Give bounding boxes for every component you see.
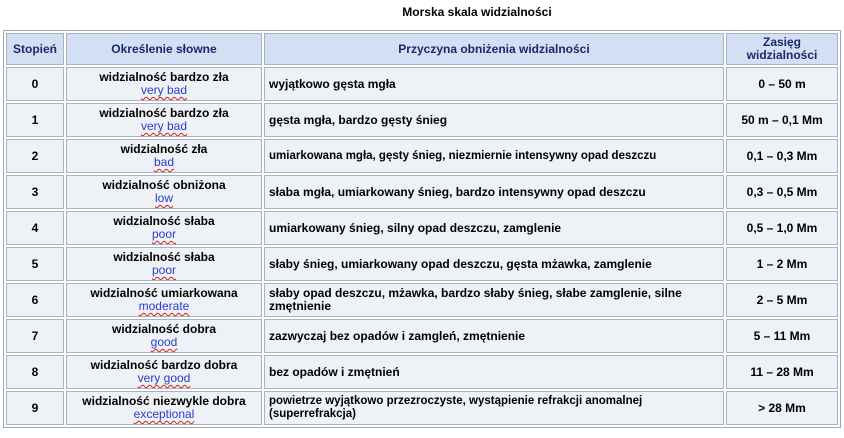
cell-przyczyna: słaba mgła, umiarkowany śnieg, bardzo intensywny opad deszczu [264, 175, 724, 209]
desc-pl: widzialność bardzo zła [99, 106, 229, 120]
table-row [6, 319, 838, 353]
cell-przyczyna: powietrze wyjątkowo przezroczyste, wystąpienie refrakcji anomalnej (superrefrakcja) [264, 391, 724, 425]
table-header-row [6, 33, 838, 65]
page-title: Morska skala widzialności [402, 5, 552, 19]
cell-okreslenie [66, 103, 262, 137]
cell-zasieg: 0,1 – 0,3 Mm [726, 139, 838, 173]
cell-okreslenie [66, 355, 262, 389]
cell-przyczyna: bez opadów i zmętnień [264, 355, 724, 389]
cell-okreslenie [66, 319, 262, 353]
header-stopien: Stopień [6, 33, 64, 65]
cell-zasieg: 1 – 2 Mm [726, 247, 838, 281]
cell-zasieg: 5 – 11 Mm [726, 319, 838, 353]
desc-en: moderate [138, 299, 190, 313]
cell-przyczyna: słaby śnieg, umiarkowany opad deszczu, gęsta mżawka, zamglenie [264, 247, 724, 281]
cell-zasieg: > 28 Mm [726, 391, 838, 425]
cell-stopien: 6 [6, 283, 64, 317]
desc-en: poor [151, 263, 177, 277]
cell-okreslenie [66, 211, 262, 245]
cell-okreslenie [66, 175, 262, 209]
table-row [6, 103, 838, 137]
header-przyczyna: Przyczyna obniżenia widzialności [264, 33, 724, 65]
table-row [6, 175, 838, 209]
desc-pl: widzialność umiarkowana [90, 286, 238, 300]
table-row [6, 211, 838, 245]
cell-stopien: 8 [6, 355, 64, 389]
cell-stopien: 5 [6, 247, 64, 281]
cell-przyczyna: zazwyczaj bez opadów i zamgleń, zmętnienie [264, 319, 724, 353]
cell-przyczyna: umiarkowany śnieg, silny opad deszczu, zamglenie [264, 211, 724, 245]
cell-okreslenie [66, 67, 262, 101]
desc-en: low [154, 191, 173, 205]
cell-okreslenie [66, 283, 262, 317]
cell-stopien: 7 [6, 319, 64, 353]
cell-przyczyna: wyjątkowo gęsta mgła [264, 67, 724, 101]
table-row [6, 67, 838, 101]
cell-stopien: 0 [6, 67, 64, 101]
cell-zasieg: 11 – 28 Mm [726, 355, 838, 389]
header-okreslenie: Określenie słowne [66, 33, 262, 65]
cell-przyczyna: gęsta mgła, bardzo gęsty śnieg [264, 103, 724, 137]
cell-okreslenie [66, 247, 262, 281]
desc-en: good [150, 335, 178, 349]
desc-en: very good [137, 371, 191, 385]
desc-pl: widzialność słaba [113, 250, 215, 264]
cell-stopien: 9 [6, 391, 64, 425]
desc-en: exceptional [133, 407, 195, 421]
desc-pl: widzialność słaba [113, 214, 215, 228]
table-row [6, 139, 838, 173]
table-row [6, 247, 838, 281]
cell-okreslenie [66, 391, 262, 425]
cell-stopien: 4 [6, 211, 64, 245]
cell-zasieg: 0,3 – 0,5 Mm [726, 175, 838, 209]
cell-przyczyna: słaby opad deszczu, mżawka, bardzo słaby śnieg, słabe zamglenie, silne zmętnienie [264, 283, 724, 317]
desc-en: very bad [140, 119, 188, 133]
visibility-scale-table [3, 30, 841, 428]
table-row [6, 283, 838, 317]
table-row [6, 391, 838, 425]
desc-pl: widzialność zła [120, 142, 208, 156]
header-zasieg: Zasięg widzialności [726, 33, 838, 65]
cell-stopien: 1 [6, 103, 64, 137]
desc-pl: widzialność dobra [111, 322, 216, 336]
cell-zasieg: 0,5 – 1,0 Mm [726, 211, 838, 245]
desc-pl: widzialność obniżona [102, 178, 226, 192]
cell-zasieg: 2 – 5 Mm [726, 283, 838, 317]
desc-pl: widzialność niezwykle dobra [82, 394, 246, 408]
cell-zasieg: 50 m – 0,1 Mm [726, 103, 838, 137]
desc-en: very bad [140, 83, 188, 97]
cell-zasieg: 0 – 50 m [726, 67, 838, 101]
cell-przyczyna: umiarkowana mgła, gęsty śnieg, niezmiernie intensywny opad deszczu [264, 139, 724, 173]
desc-en: bad [153, 155, 175, 169]
cell-stopien: 3 [6, 175, 64, 209]
desc-en: poor [151, 227, 177, 241]
desc-pl: widzialność bardzo dobra [90, 358, 238, 372]
table-row [6, 355, 838, 389]
cell-stopien: 2 [6, 139, 64, 173]
desc-pl: widzialność bardzo zła [99, 70, 229, 84]
cell-okreslenie [66, 139, 262, 173]
